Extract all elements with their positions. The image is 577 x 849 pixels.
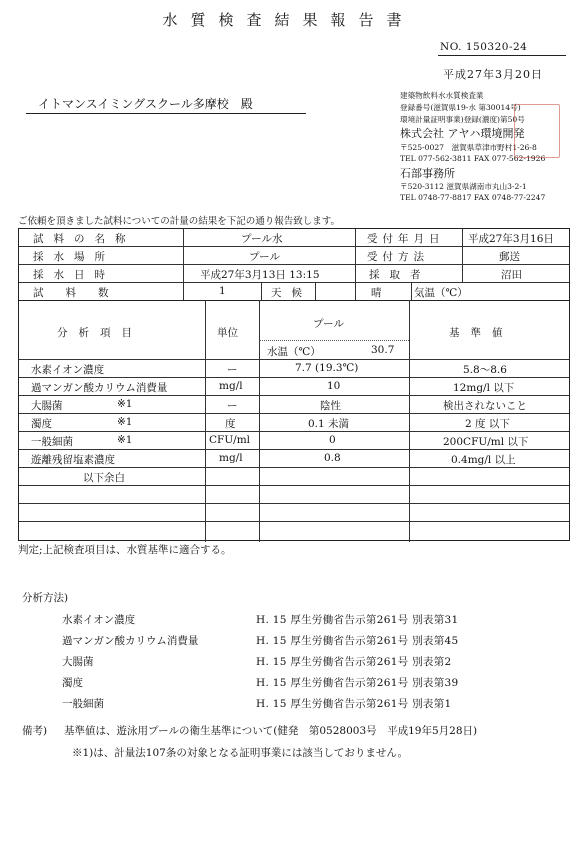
issuer-line: 建築物飲料水水質検査業 [400,91,484,100]
received-date-value: 平成27年3月16日 [468,233,554,245]
table-rule [19,282,569,283]
row-standard: 2 度 以下 [465,418,510,430]
row-item: 大腸菌 [31,400,63,412]
row-unit: 度 [225,418,236,430]
table-rule [19,485,569,486]
remarks-label: 備考) [22,725,48,737]
sampling-date-label: 採水日時 [33,269,115,281]
table-rule [19,449,569,450]
method-item-name: 大腸菌 [62,656,94,668]
table-rule [411,282,412,300]
issuer-company: 株式会社 アヤハ環境開発 [400,127,525,140]
table-rule [19,431,569,432]
row-standard: 200CFU/ml 以下 [443,436,529,448]
col-header-unit: 単位 [217,327,238,339]
divider [26,113,306,114]
sample-count-label: 試料数 [33,287,131,299]
report-title: 水質検査結果報告書 [162,11,415,29]
row-standard: 検出されないこと [443,400,527,412]
table-rule [19,395,569,396]
table-rule [19,359,569,360]
remarks-text: 基準値は、遊泳用プールの衛生基準について(健発 第0528003号 平成19年5月28日) [64,725,478,737]
row-value: 0.1 未満 [308,418,350,430]
method-item-name: 濁度 [62,677,83,689]
weather-label: 天候 [271,287,312,299]
row-unit: ー [227,364,238,376]
issuer-line: 登録番号(滋賀県19-水 第30014号) [400,103,521,112]
row-unit: mg/l [219,452,243,464]
table-rule [261,282,262,300]
issuer-branch: 石部事務所 [400,167,455,180]
table-rule [205,300,206,542]
recipient: イトマンスイミングスクール多摩校 殿 [38,97,253,111]
document-number: NO. 150320-24 [440,41,528,53]
row-value: 陰性 [320,400,341,412]
row-standard: 12mg/l 以下 [453,382,515,394]
row-note: ※1 [117,416,133,428]
row-value: 0.8 [324,452,341,464]
col-header-standard: 基準値 [449,327,514,339]
reception-method-value: 郵送 [499,251,520,263]
row-value: 10 [327,380,341,392]
air-temp-label: 気温（℃） [414,287,468,299]
row-value: 0 [329,434,336,446]
table-rule [19,264,569,265]
row-note: ※1 [117,434,133,446]
table-rule [259,300,260,542]
collector-value: 沼田 [501,269,522,281]
table-rule [19,246,569,247]
location-label: 採水場所 [33,251,115,263]
sampling-date-value: 平成27年3月13日 13:15 [200,269,320,281]
table-rule [183,229,184,300]
method-item-ref: H. 15 厚生労働省告示第261号 別表第2 [256,656,452,668]
method-item-ref: H. 15 厚生労働省告示第261号 別表第31 [256,614,459,626]
table-rule [19,413,569,414]
received-date-label: 受付年月日 [367,233,445,245]
method-item-ref: H. 15 厚生労働省告示第261号 別表第39 [256,677,459,689]
issuer-tel: TEL 077-562-3811 FAX 077-562-1926 [400,154,546,163]
company-seal-stamp [514,104,560,158]
row-item: 濁度 [31,418,52,430]
row-unit: mg/l [219,380,243,392]
issuer-branch-tel: TEL 0748-77-8817 FAX 0748-77-2247 [400,193,546,202]
method-item-ref: H. 15 厚生労働省告示第261号 別表第45 [256,635,459,647]
row-unit: ー [227,400,238,412]
table-rule [19,521,569,522]
table-rule [259,340,409,341]
col-header-item: 分析項目 [57,327,143,339]
issuer-address: 〒525-0027 滋賀県草津市野村1-26-8 [400,143,537,152]
results-table [18,228,570,541]
reception-method-label: 受付方法 [367,251,429,263]
water-temp-label: 水温（℃） [267,346,321,358]
row-item: 遊離残留塩素濃度 [31,454,115,466]
remarks-note: ※1)は、計量法107条の対象となる証明事業には該当しておりません。 [72,747,408,759]
sample-count-value: 1 [219,285,226,297]
row-item: 水素イオン濃度 [31,364,105,376]
water-temp-value: 30.7 [371,344,395,356]
row-item: 一般細菌 [31,436,73,448]
intro-text: ご依頼を頂きました試料についての計量の結果を下記の通り報告致します。 [18,216,341,227]
weather-value: 晴 [371,287,382,299]
collector-label: 採取者 [369,269,431,281]
methods-title: 分析方法) [22,592,69,604]
row-standard: 0.4mg/l 以上 [451,454,516,466]
issuer-line: 環境計量証明事業)登録(濃度)第50号 [400,115,525,124]
method-item-name: 過マンガン酸カリウム消費量 [62,635,199,647]
table-rule [355,229,356,300]
sample-name-value: プール水 [241,233,283,245]
blank-note: 以下余白 [83,472,125,484]
table-rule [315,282,316,300]
table-rule [409,300,410,542]
col-header-pool: プール [313,318,344,330]
divider [438,55,566,56]
table-rule [19,467,569,468]
location-value: プール [249,251,280,263]
row-note: ※1 [117,398,133,410]
row-standard: 5.8～8.6 [463,364,507,376]
table-rule [19,377,569,378]
issuer-branch-address: 〒520-3112 滋賀県湖南市丸山3-2-1 [400,182,527,191]
method-item-name: 水素イオン濃度 [62,614,136,626]
row-item: 過マンガン酸カリウム消費量 [31,382,168,394]
method-item-name: 一般細菌 [62,698,104,710]
row-unit: CFU/ml [209,434,251,446]
sample-name-label: 試料の名称 [33,233,136,245]
row-value: 7.7 (19.3℃) [295,362,359,374]
report-date: 平成27年3月20日 [443,68,543,81]
table-rule [19,503,569,504]
method-item-ref: H. 15 厚生労働省告示第261号 別表第1 [256,698,452,710]
judgement-text: 判定;上記検査項目は、水質基準に適合する。 [18,544,232,556]
table-rule [462,229,463,283]
table-rule [19,300,569,301]
